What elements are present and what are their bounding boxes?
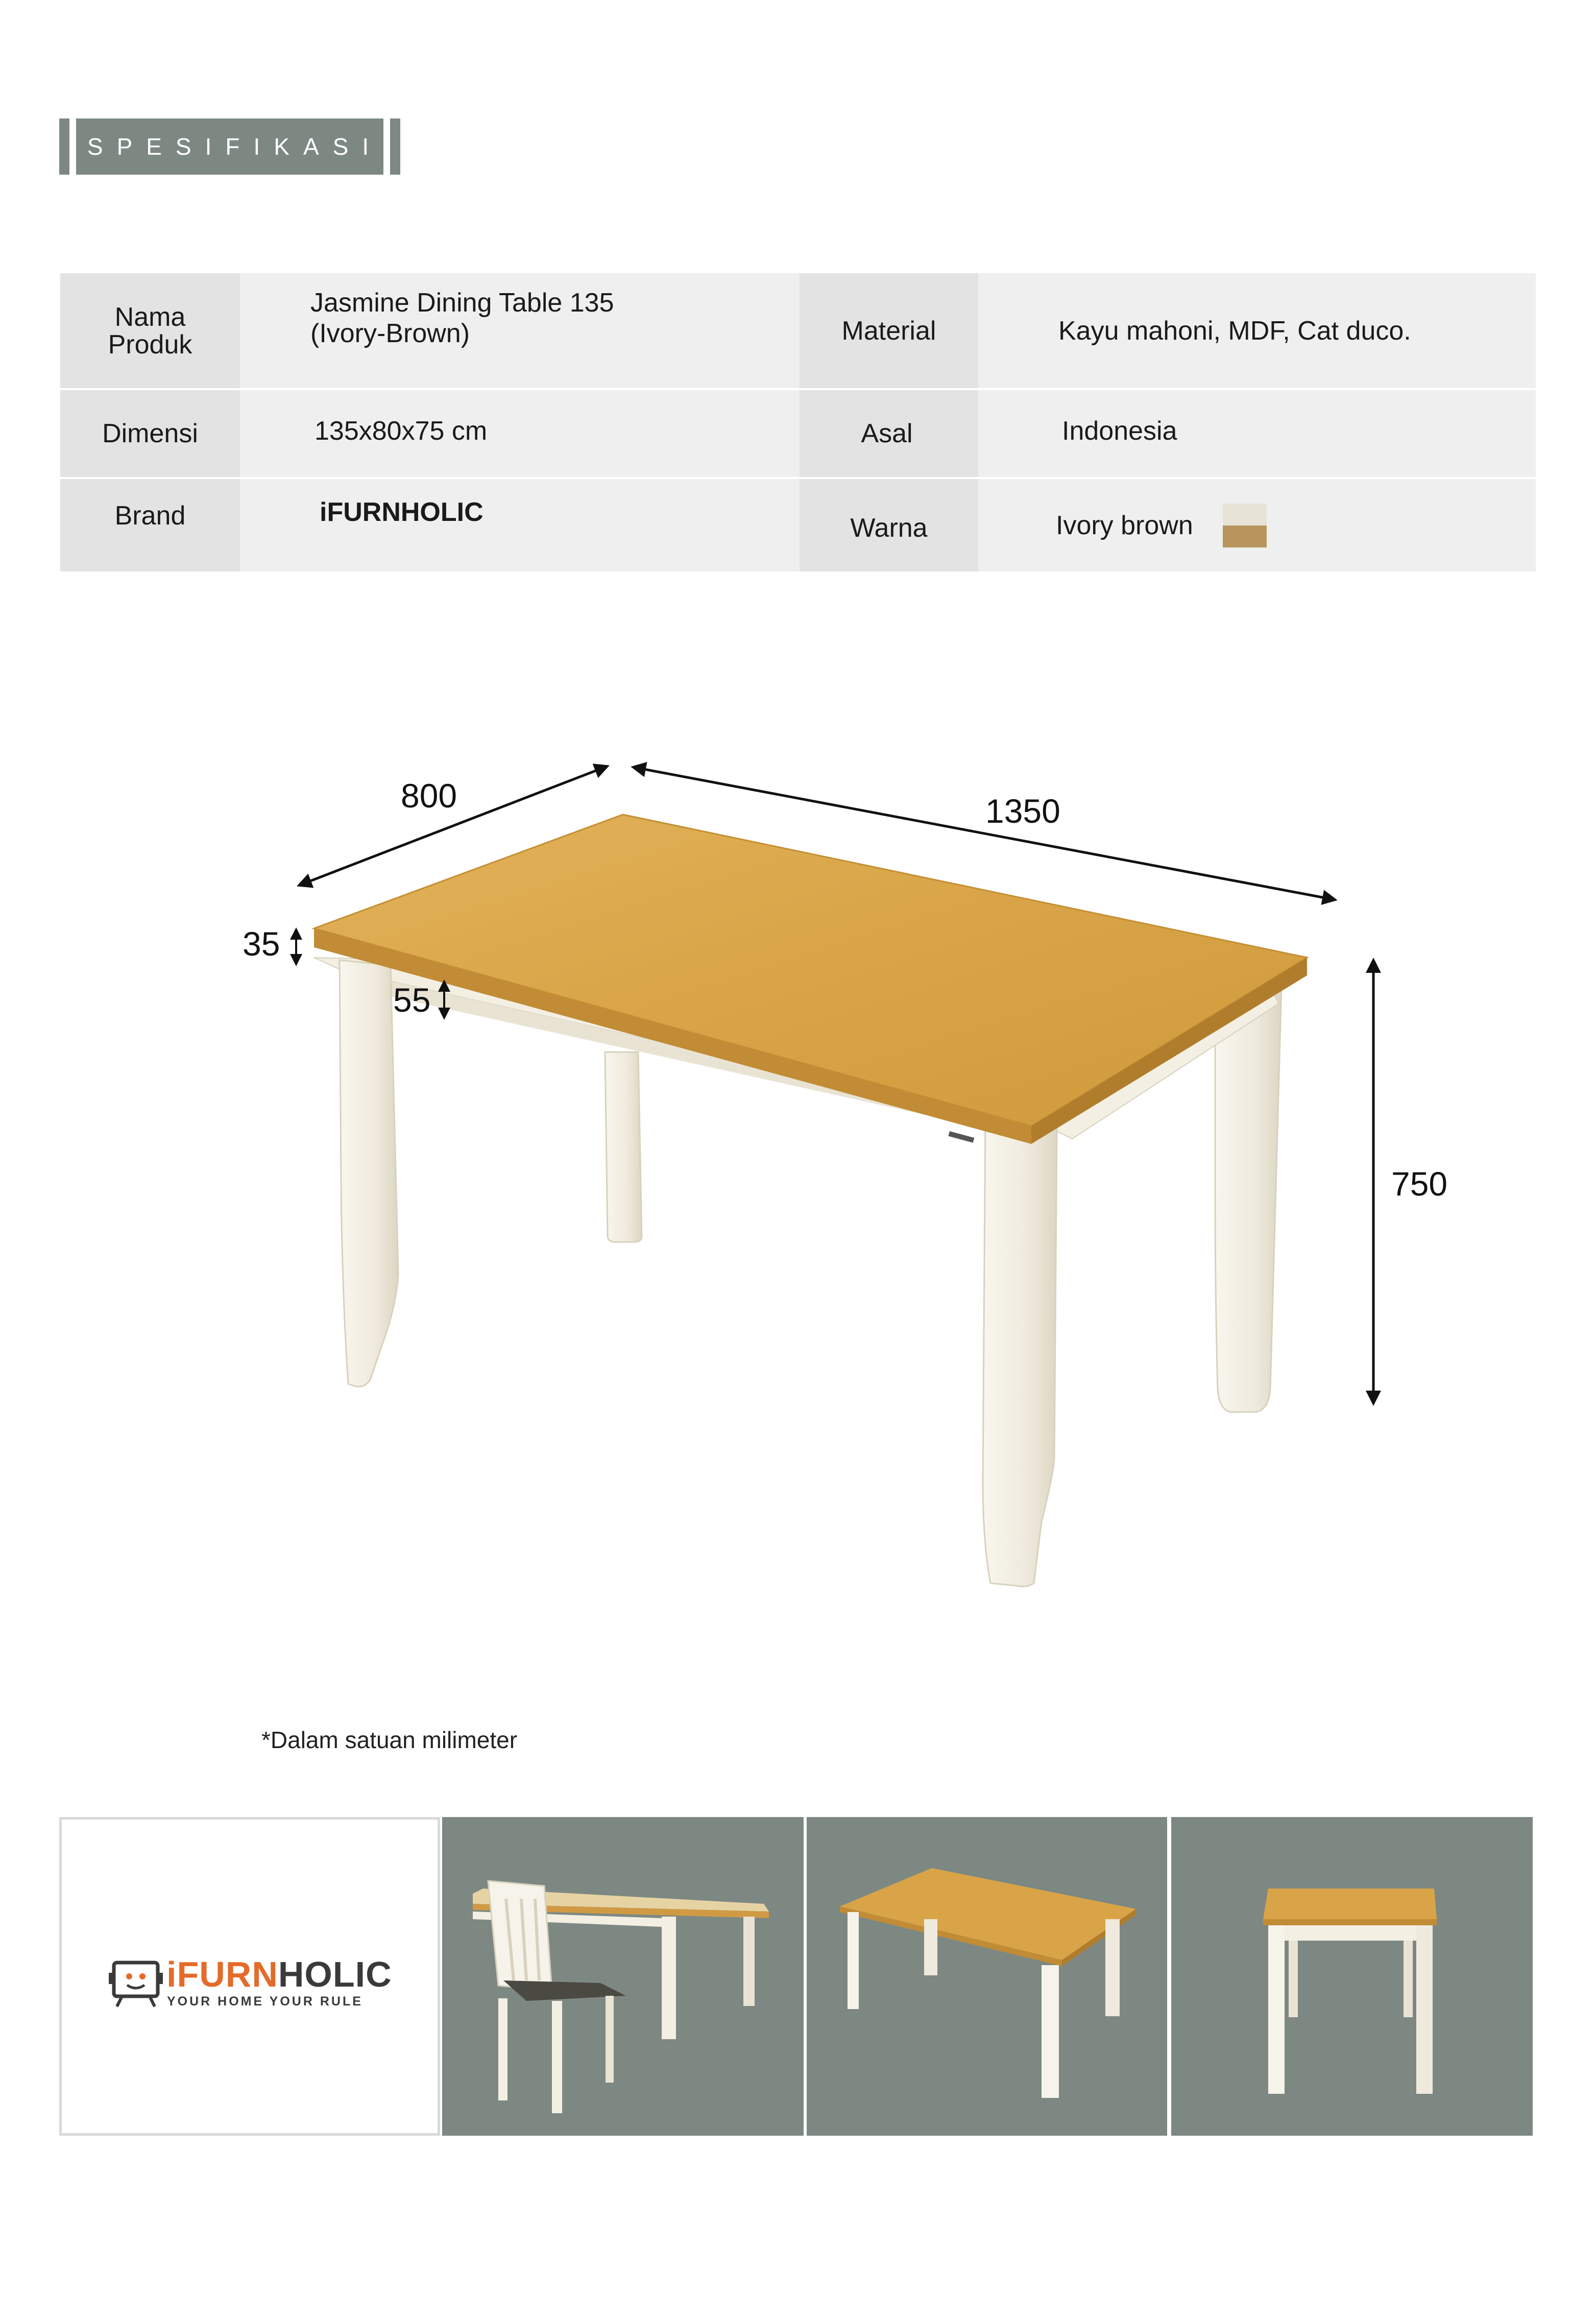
color-swatch [1223, 504, 1267, 547]
spec-value-text: Ivory brown [1056, 510, 1193, 540]
table-side-image [1171, 1817, 1533, 2136]
height-label: 750 [1391, 1165, 1448, 1203]
spec-label-material [800, 273, 978, 388]
row-divider [60, 477, 1536, 479]
spec-value-dimensi [315, 390, 774, 472]
table-angle-image [807, 1817, 1167, 2136]
length-label: 1350 [985, 792, 1060, 830]
spec-label-brand [60, 479, 240, 571]
spec-label-dimensi [60, 390, 240, 477]
wordmark-furn: FURN [177, 1954, 278, 1994]
spec-label-text: Nama Produk [108, 302, 192, 360]
swatch-ivory [1223, 504, 1267, 525]
spec-value-text: Jasmine Dining Table 135 (Ivory-Brown) [310, 288, 614, 348]
spec-value-text: Indonesia [1062, 416, 1177, 446]
spec-table [60, 273, 1536, 571]
apron-height-label: 55 [393, 981, 431, 1019]
wordmark-i: i [166, 1954, 177, 1994]
table-dimension-diagram [194, 725, 1481, 1604]
leg-back-left [605, 1052, 642, 1242]
spec-label-nama-produk [60, 273, 240, 388]
spec-label-text: Warna [850, 513, 928, 543]
top-thickness-label: 35 [243, 925, 280, 963]
spec-label-text: Dimensi [102, 419, 198, 448]
brand-plate [948, 1131, 974, 1143]
depth-label: 800 [401, 777, 457, 815]
brand-wordmark [166, 1956, 392, 1992]
spec-value-warna [1056, 479, 1515, 571]
wordmark-holic: HOLIC [278, 1954, 392, 1994]
leg-front-left [340, 960, 398, 1387]
brand-logo-panel [59, 1817, 440, 2136]
brand-tagline: YOUR HOME YOUR RULE [167, 1994, 363, 2009]
spec-value-text: Kayu mahoni, MDF, Cat duco. [1058, 316, 1411, 346]
spec-label-text: Asal [861, 419, 913, 448]
table-illustration [194, 725, 1481, 1604]
spec-label-asal [800, 390, 978, 477]
section-title: SPESIFIKASI [87, 133, 383, 160]
photo-table-with-chair [442, 1817, 804, 2136]
photo-table-side [1171, 1817, 1533, 2136]
swatch-brown [1223, 525, 1267, 547]
spec-value-brand [320, 479, 779, 545]
tv-mascot-icon [108, 1953, 164, 2010]
spec-value-text: iFURNHOLIC [320, 497, 483, 527]
spec-value-asal [1062, 390, 1521, 472]
brand-logo [108, 1956, 414, 2018]
table-chair-image [442, 1817, 804, 2136]
spec-label-warna [800, 479, 978, 571]
leg-front-right [983, 1116, 1057, 1587]
section-header [59, 118, 400, 175]
spec-value-nama-produk [310, 288, 770, 369]
spec-value-material [1058, 273, 1518, 388]
spec-label-text: Brand [114, 501, 186, 531]
unit-note: *Dalam satuan milimeter [261, 1727, 518, 1753]
photo-table-angle [807, 1817, 1167, 2136]
row-divider [60, 388, 1536, 390]
spec-label-text: Material [841, 316, 936, 346]
leg-back-right [1215, 981, 1281, 1412]
spec-value-text: 135x80x75 cm [315, 416, 488, 446]
